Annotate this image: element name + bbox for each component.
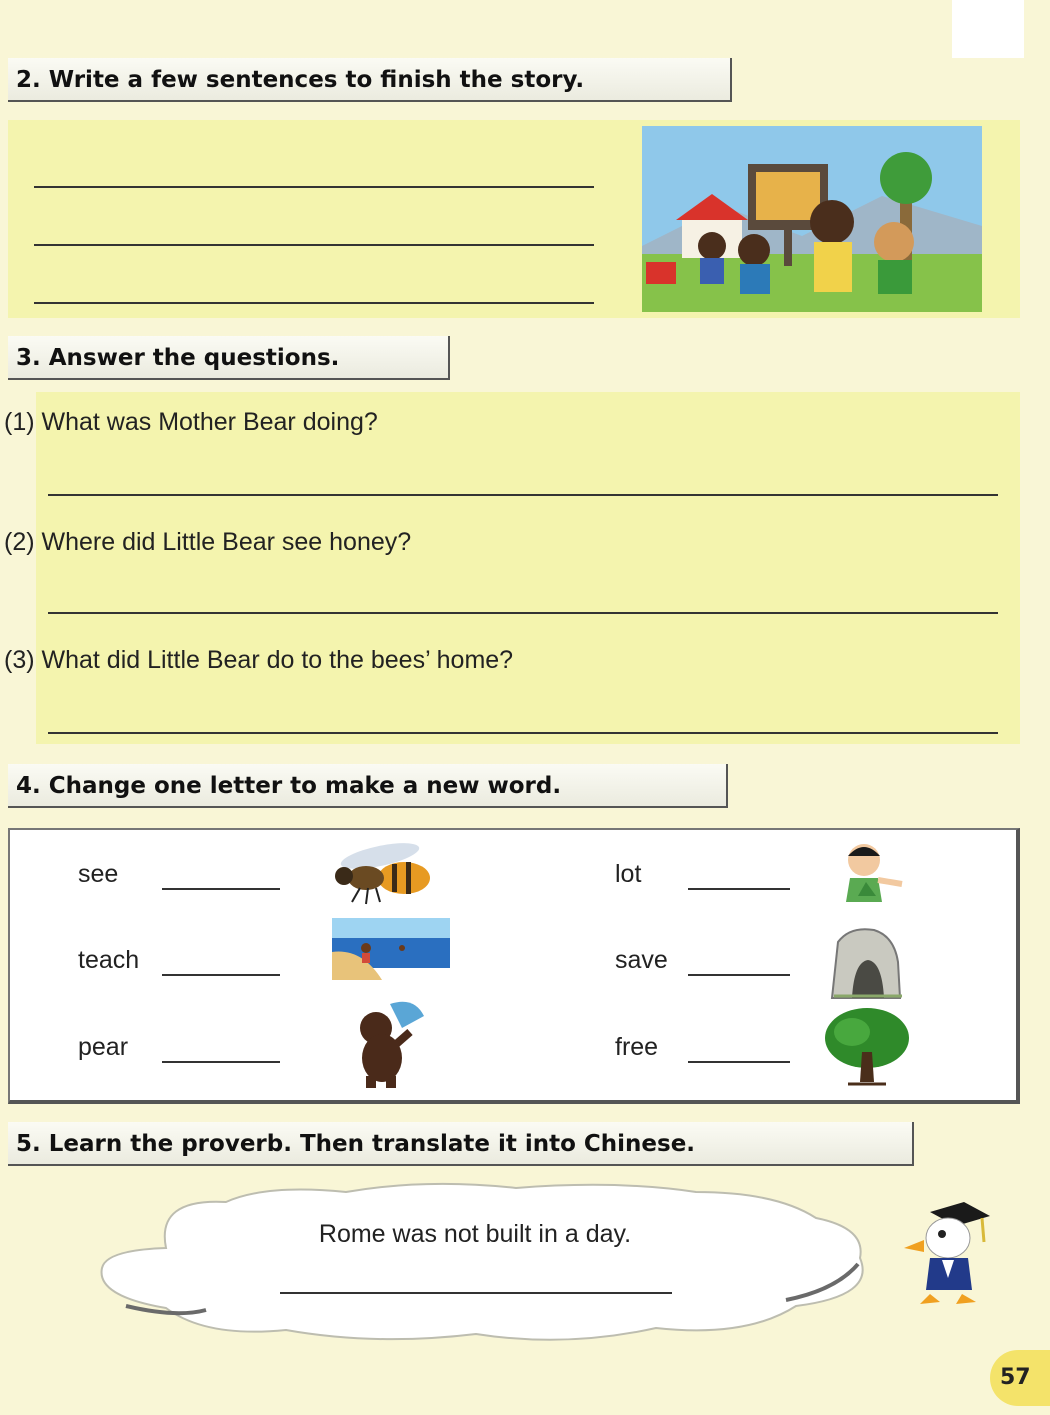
blank-see[interactable] bbox=[162, 888, 280, 890]
word-lot: lot bbox=[615, 860, 642, 888]
section-4-title: 4. Change one letter to make a new word. bbox=[8, 764, 728, 808]
bear-family-picture-icon bbox=[642, 126, 982, 312]
blank-lot[interactable] bbox=[688, 888, 790, 890]
bee-icon bbox=[332, 842, 442, 911]
cave-icon bbox=[828, 922, 904, 1005]
question-3-answer-line[interactable] bbox=[48, 732, 998, 734]
question-1: (1) What was Mother Bear doing? bbox=[4, 408, 378, 436]
question-3: (3) What did Little Bear do to the bees’ home? bbox=[4, 646, 514, 674]
boy-hot-icon bbox=[836, 840, 916, 911]
section-2-title: 2. Write a few sentences to finish the story. bbox=[8, 58, 732, 102]
duck-graduate-icon bbox=[900, 1198, 992, 1313]
section-3-title: 3. Answer the questions. bbox=[8, 336, 450, 380]
blank-pear[interactable] bbox=[162, 1061, 280, 1063]
page-number: 57 bbox=[990, 1350, 1050, 1406]
proverb-text: Rome was not built in a day. bbox=[318, 1220, 632, 1248]
word-save: save bbox=[615, 946, 668, 974]
tree-icon bbox=[822, 1006, 912, 1091]
blank-save[interactable] bbox=[688, 974, 790, 976]
question-2: (2) Where did Little Bear see honey? bbox=[4, 528, 412, 556]
section-3-band bbox=[36, 392, 1020, 744]
question-2-answer-line[interactable] bbox=[48, 612, 998, 614]
blank-teach[interactable] bbox=[162, 974, 280, 976]
beach-icon bbox=[332, 918, 450, 985]
blank-free[interactable] bbox=[688, 1061, 790, 1063]
word-free: free bbox=[615, 1033, 659, 1061]
answer-line-1[interactable] bbox=[34, 186, 594, 188]
answer-line-3[interactable] bbox=[34, 302, 594, 304]
corner-blank bbox=[952, 0, 1024, 58]
question-1-answer-line[interactable] bbox=[48, 494, 998, 496]
section-5-title: 5. Learn the proverb. Then translate it into Chinese. bbox=[8, 1122, 914, 1166]
translation-line[interactable] bbox=[280, 1292, 672, 1294]
word-see: see bbox=[78, 860, 119, 888]
answer-line-2[interactable] bbox=[34, 244, 594, 246]
word-change-box bbox=[8, 828, 1020, 1104]
word-teach: teach bbox=[78, 946, 140, 974]
bear-icon bbox=[350, 998, 430, 1095]
proverb-cloud bbox=[96, 1178, 876, 1348]
word-pear: pear bbox=[78, 1033, 129, 1061]
